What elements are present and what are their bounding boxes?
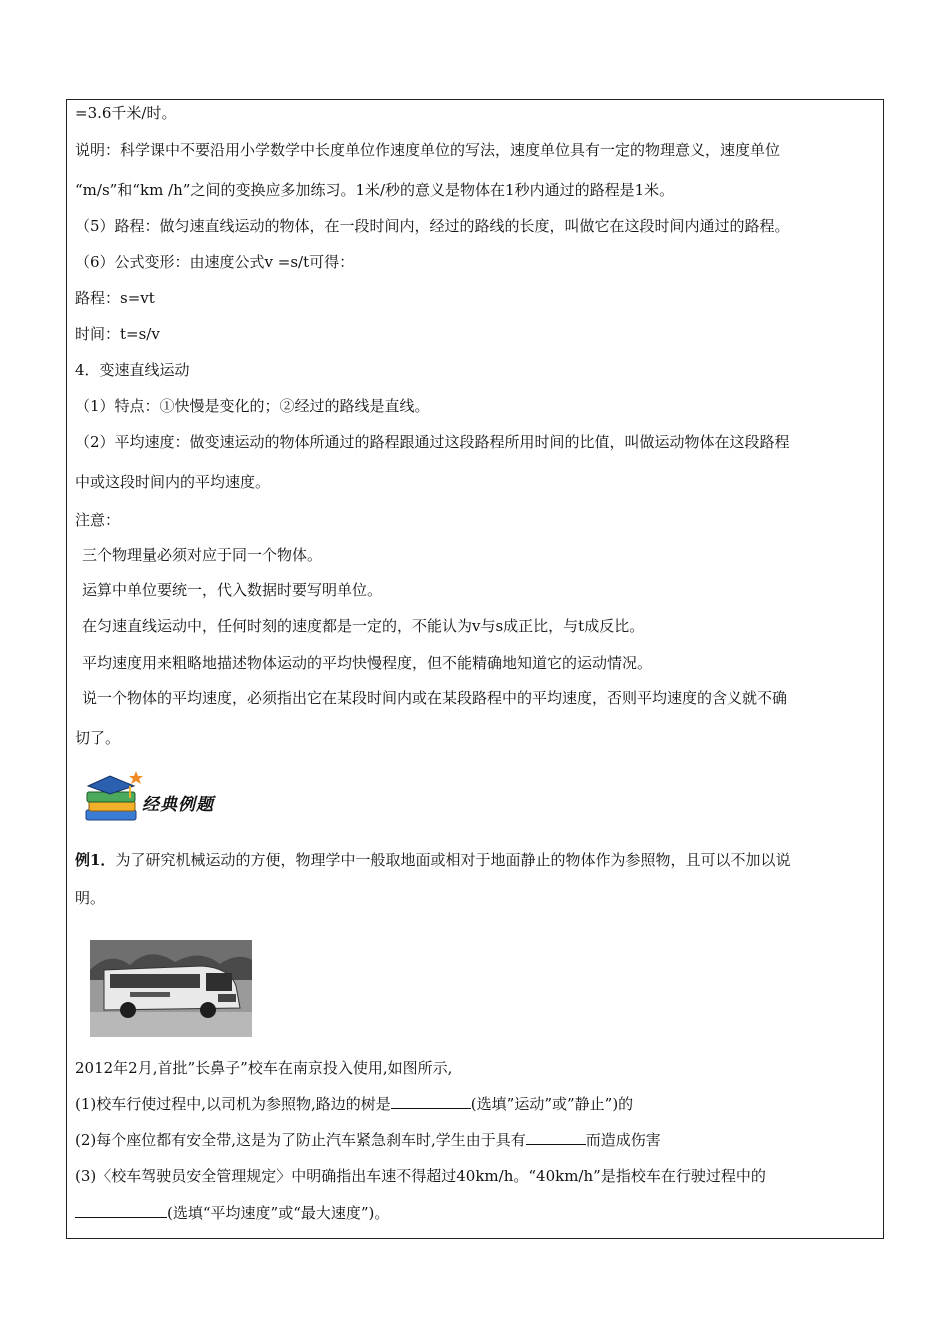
text-line: 说明：科学课中不要沿用小学数学中长度单位作速度单位的写法，速度单位具有一定的物理意义，速度单位: [75, 141, 781, 159]
example-label: 例1．: [75, 851, 116, 869]
question-1-text: (1)校车行使过程中,以司机为参照物,路边的树是: [75, 1095, 391, 1113]
section-heading: 4．变速直线运动: [75, 361, 190, 379]
question-2: [75, 1130, 661, 1150]
text-line: （5）路程：做匀速直线运动的物体，在一段时间内，经过的路线的长度，叫做它在这段时间内通过的路程。: [75, 217, 790, 235]
example-text-cont: 明。: [75, 889, 106, 907]
text-line: 中或这段时间内的平均速度。: [75, 473, 271, 491]
answer-blank-3[interactable]: [75, 1203, 167, 1218]
text-line: 路程：s=vt: [75, 289, 155, 307]
school-bus-photo: [90, 940, 252, 1037]
note-item: 三个物理量必须对应于同一个物体。: [82, 546, 323, 564]
note-item: 在匀速直线运动中，任何时刻的速度都是一定的，不能认为v与s成正比，与t成反比。: [82, 617, 645, 635]
text-line: “m/s”和“km /h”之间的变换应多加练习。1米/秒的意义是物体在1秒内通过的路程是1米。: [75, 181, 675, 199]
text-line: 注意：: [75, 511, 121, 529]
question-3: (3)〈校车驾驶员安全管理规定〉中明确指出车速不得超过40km/h。“40km/h”是指校车在行驶过程中的: [75, 1167, 766, 1185]
answer-blank-1[interactable]: [391, 1094, 471, 1109]
question-1: [75, 1094, 633, 1114]
answer-blank-2[interactable]: [526, 1130, 586, 1145]
note-item: 平均速度用来粗略地描述物体运动的平均快慢程度，但不能精确地知道它的运动情况。: [82, 654, 653, 672]
text-line: =3.6千米/时。: [75, 104, 177, 122]
text-line: （2）平均速度：做变速运动的物体所通过的路程跟通过这段路程所用时间的比值，叫做运动物体在这段路程: [75, 433, 790, 451]
text-line: 时间：t=s/v: [75, 325, 160, 343]
question-2-suffix: 而造成伤害: [585, 1131, 661, 1149]
question-3-cont: [75, 1203, 389, 1223]
note-item: 说一个物体的平均速度，必须指出它在某段时间内或在某段路程中的平均速度，否则平均速度的含义就不确: [82, 689, 788, 707]
note-item: 运算中单位要统一，代入数据时要写明单位。: [82, 581, 383, 599]
example-intro: 2012年2月,首批”长鼻子”校车在南京投入使用,如图所示,: [75, 1059, 453, 1077]
example-text: 为了研究机械运动的方便，物理学中一般取地面或相对于地面静止的物体作为参照物，且可以不加以说: [115, 851, 791, 869]
question-3-suffix: (选填“平均速度”或“最大速度”)。: [167, 1204, 390, 1222]
section-banner-title: 经典例题: [142, 795, 214, 815]
text-line: （6）公式变形：由速度公式v =s/t可得：: [75, 253, 355, 271]
note-item: 切了。: [75, 729, 121, 747]
example-question: [75, 850, 790, 870]
question-1-suffix: (选填”运动”或”静止”)的: [470, 1095, 634, 1113]
text-line: （1）特点：①快慢是变化的；②经过的路线是直线。: [75, 397, 430, 415]
question-2-text: (2)每个座位都有安全带,这是为了防止汽车紧急刹车时,学生由于具有: [75, 1131, 526, 1149]
